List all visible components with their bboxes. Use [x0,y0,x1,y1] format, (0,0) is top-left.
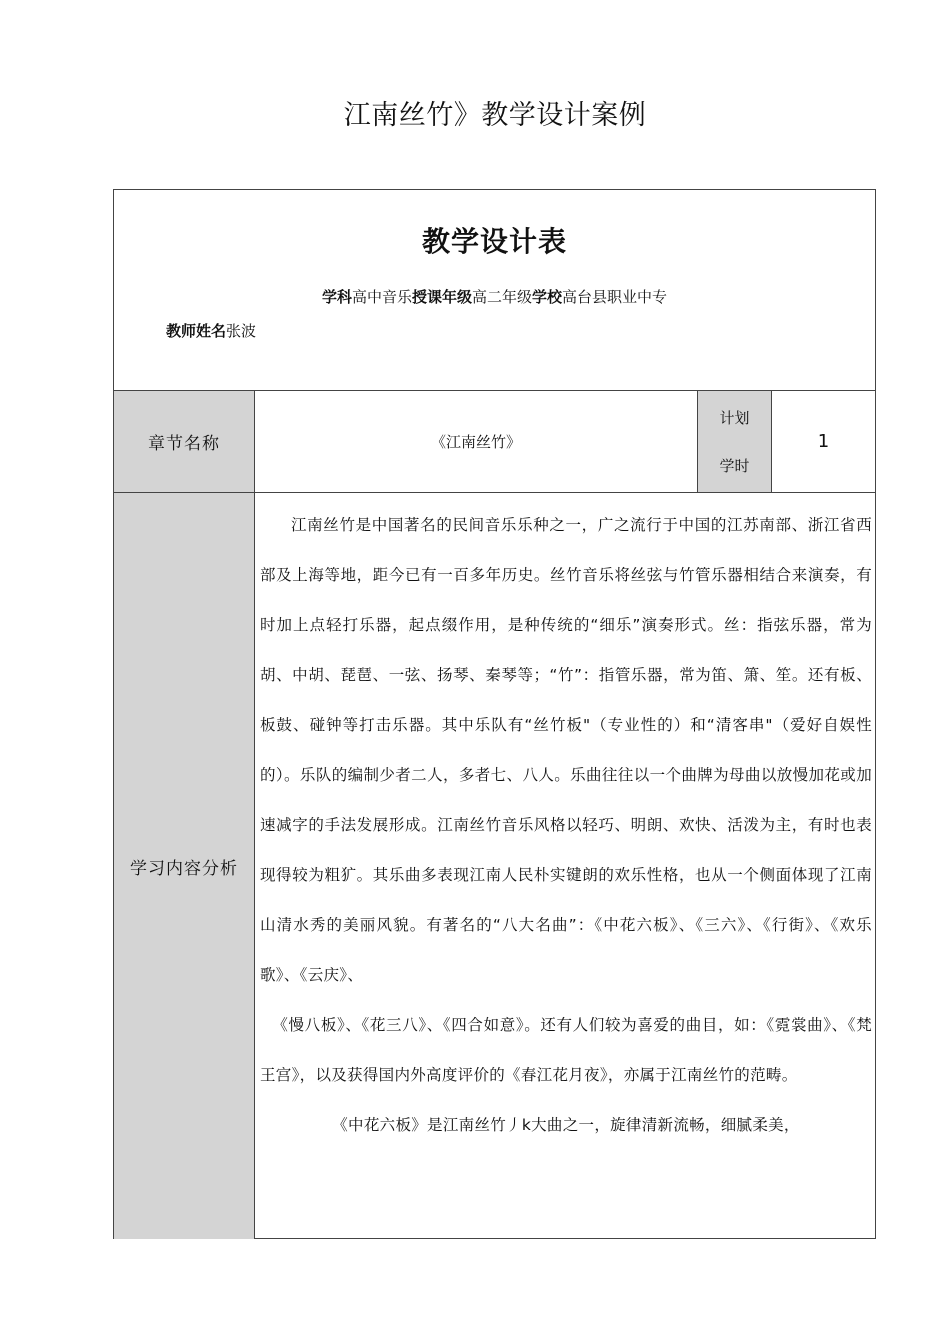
analysis-paragraph: 《慢八板》、《花三八》、《四合如意》。还有人们较为喜爱的曲目，如：《霓裳曲》、《梵王宫》，以及获得国内外高度评价的《春江花月夜》，亦属于江南丝竹的范畴。 [260,1016,872,1084]
analysis-paragraph: 《中花六板》是江南丝竹丿k大曲之一，旋律清新流畅，细腻柔美， [332,1116,800,1134]
plan-hours-label-line1: 计划 [719,409,750,427]
teacher-label: 教师姓名 [166,322,227,340]
teacher-value: 张波 [226,322,257,340]
teacher-line [166,320,256,342]
teaching-design-table [113,189,876,1239]
school-label: 学校 [532,288,563,306]
subject-label: 学科 [321,288,352,306]
chapter-label: 章节名称 [148,434,220,454]
analysis-label: 学习内容分析 [130,858,238,879]
grade-label: 授课年级 [411,288,472,306]
document-title: 江南丝竹》教学设计案例 [343,100,647,131]
plan-hours-value: 1 [817,431,830,452]
course-meta-line [114,286,875,308]
form-title: 教学设计表 [421,225,567,258]
table-header [114,190,875,390]
plan-hours-label-line2: 学时 [719,457,750,475]
chapter-name: 《江南丝竹》 [430,433,521,451]
grade-value: 高二年级 [472,288,533,306]
analysis-content [260,500,872,1150]
school-value: 高台县职业中专 [562,288,668,306]
subject-value: 高中音乐 [351,288,412,306]
analysis-paragraph: 江南丝竹是中国著名的民间音乐乐种之一，广之流行于中国的江苏南部、浙江省西部及上海等地，距今已有一百多年历史。丝竹音乐将丝弦与竹管乐器相结合来演奏，有时加上点轻打乐器，起点缀作用，是种传统的“细乐”演奏形式。丝：指弦乐器，常为胡、中胡、琵琶、一弦、扬琴、秦琴等；“竹”：指管乐器，常为笛、箫、笙。还有板、板鼓、碰钟等打击乐器。其中乐队有“丝竹板"（专业性的）和“清客串"（爱好自娱性的）。乐队的编制少者二人，多者七、八人。乐曲往往以一个曲牌为母曲以放慢加花或加速减字的手法发展形成。江南丝竹音乐风格以轻巧、明朗、欢快、活泼为主，有时也表现得较为粗犷。其乐曲多表现江南人民朴实键朗的欢乐性格，也从一个侧面体现了江南山清水秀的美丽风貌。有著名的“八大名曲”：《中花六板》、《三六》、《行街》、《欢乐歌》、《云庆》、 [260,516,872,984]
column-divider [254,390,255,1239]
